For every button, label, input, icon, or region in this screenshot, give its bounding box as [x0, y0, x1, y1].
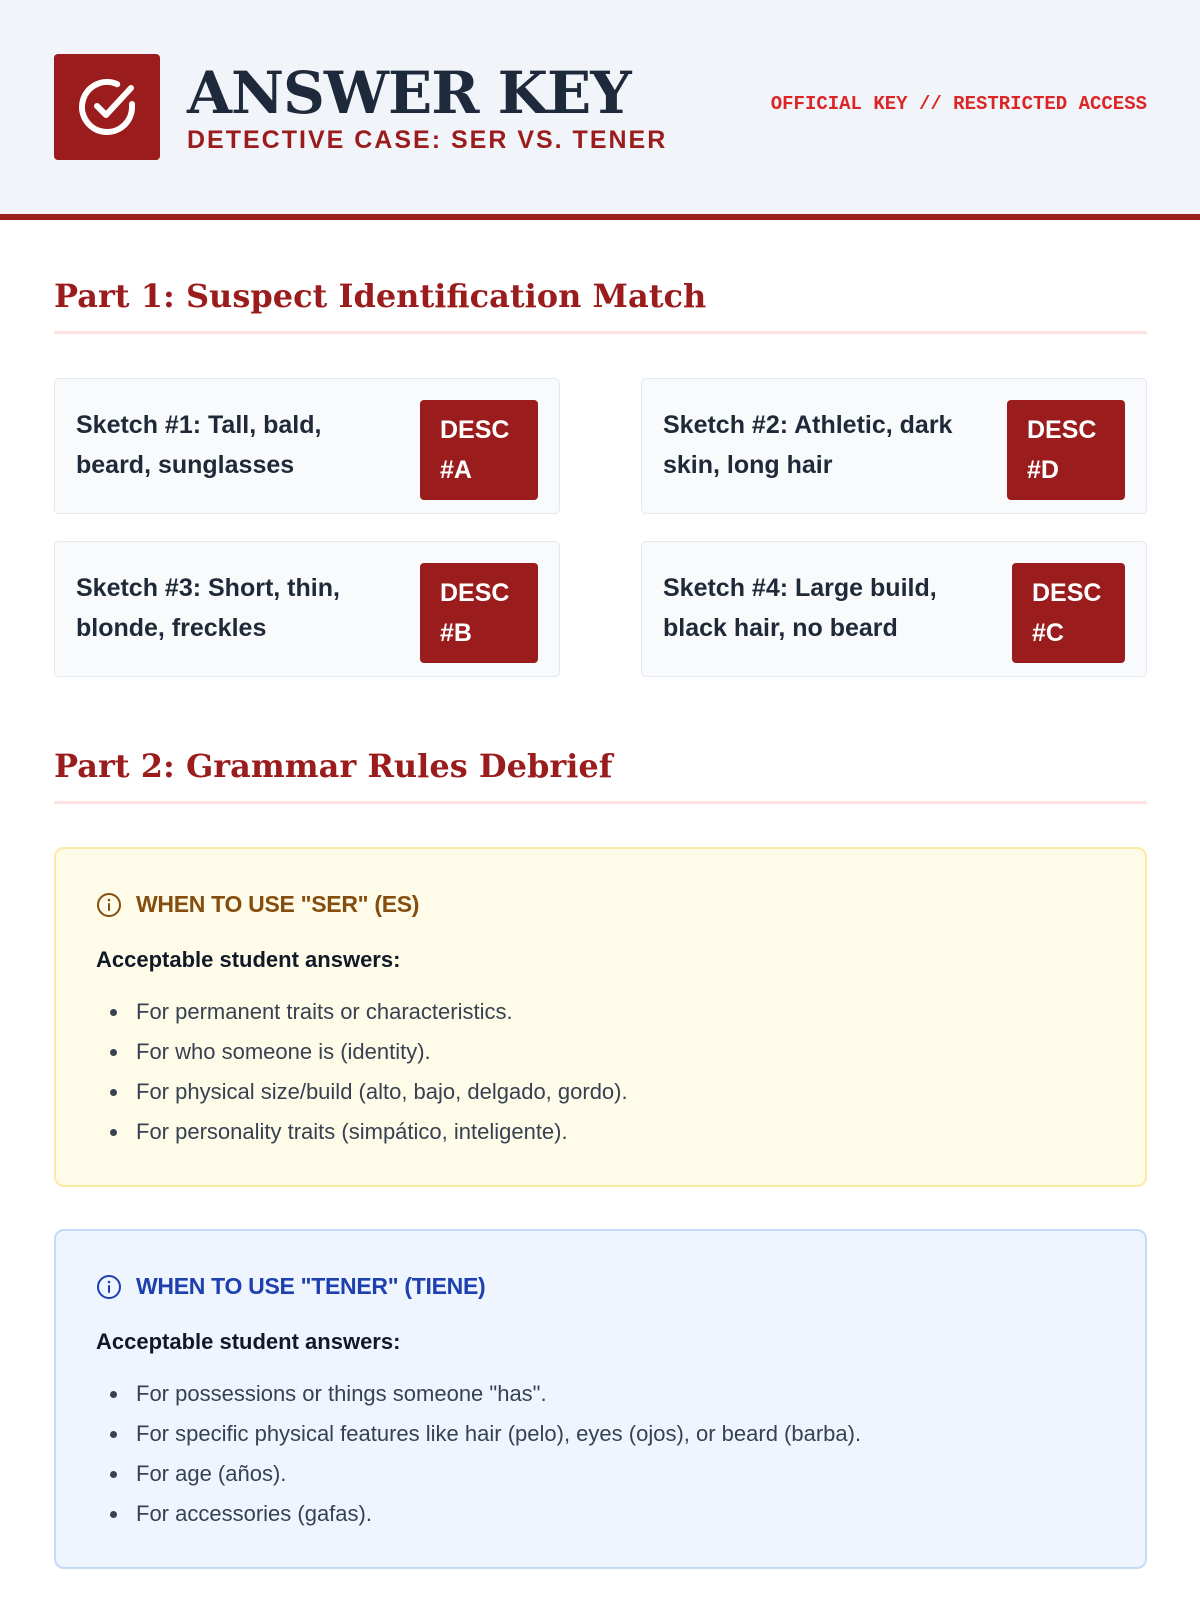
- answer-badge: [1007, 400, 1125, 500]
- rule-heading-text: WHEN TO USE "TENER" (TIENE): [136, 1273, 486, 1299]
- match-sketch-text: Sketch #3: Short, thin, blonde, freckles: [76, 574, 340, 642]
- section-title-part2: Part 2: Grammar Rules Debrief: [54, 747, 1147, 804]
- rule-subheading: Acceptable student answers:: [96, 947, 401, 972]
- list-item: For accessories (gafas).: [96, 1494, 861, 1534]
- match-sketch-text: Sketch #2: Athletic, dark skin, long hair: [663, 411, 953, 479]
- match-card-sketch-3: [54, 541, 560, 677]
- rule-list: [96, 1374, 861, 1534]
- list-item: For possessions or things someone "has".: [96, 1374, 861, 1414]
- list-item: For physical size/build (alto, bajo, delgado, gordo).: [96, 1072, 628, 1112]
- rule-list: [96, 992, 628, 1152]
- list-item: For permanent traits or characteristics.: [96, 992, 628, 1032]
- list-item: For age (años).: [96, 1454, 861, 1494]
- answer-badge-code: #C: [1032, 619, 1064, 647]
- section-title-part1: Part 1: Suspect Identification Match: [54, 277, 1147, 334]
- rule-box-ser: [54, 847, 1147, 1187]
- match-sketch-text: Sketch #4: Large build, black hair, no beard: [663, 574, 937, 642]
- rule-heading-text: WHEN TO USE "SER" (ES): [136, 891, 420, 917]
- answer-badge: [420, 563, 538, 663]
- header: [0, 0, 1200, 220]
- list-item: For personality traits (simpático, inteligente).: [96, 1112, 628, 1152]
- match-sketch-text: Sketch #1: Tall, bald, beard, sunglasses: [76, 411, 322, 479]
- list-item: For specific physical features like hair (pelo), eyes (ojos), or beard (barba).: [96, 1414, 861, 1454]
- answer-badge-label: DESC: [440, 579, 510, 607]
- rule-heading: [96, 1273, 485, 1300]
- page-subtitle: DETECTIVE CASE: SER VS. TENER: [187, 126, 668, 154]
- rule-box-tener: [54, 1229, 1147, 1569]
- rule-subheading: Acceptable student answers:: [96, 1329, 401, 1354]
- answer-badge: [1012, 563, 1125, 663]
- answer-badge-label: DESC: [440, 416, 510, 444]
- info-icon: [96, 1274, 122, 1300]
- rule-heading: [96, 891, 419, 918]
- answer-badge-label: DESC: [1032, 579, 1102, 607]
- answer-badge-label: DESC: [1027, 416, 1097, 444]
- restricted-notice: OFFICIAL KEY // RESTRICTED ACCESS: [770, 93, 1147, 115]
- answer-badge-code: #B: [440, 619, 472, 647]
- answer-badge-code: #A: [440, 456, 472, 484]
- list-item: For who someone is (identity).: [96, 1032, 628, 1072]
- match-card-sketch-4: [641, 541, 1147, 677]
- check-circle-icon: [74, 74, 140, 140]
- match-card-sketch-2: [641, 378, 1147, 514]
- logo-badge: [54, 54, 160, 160]
- info-icon: [96, 892, 122, 918]
- page-title: ANSWER KEY: [187, 59, 631, 127]
- answer-badge-code: #D: [1027, 456, 1059, 484]
- match-card-sketch-1: [54, 378, 560, 514]
- answer-badge: [420, 400, 538, 500]
